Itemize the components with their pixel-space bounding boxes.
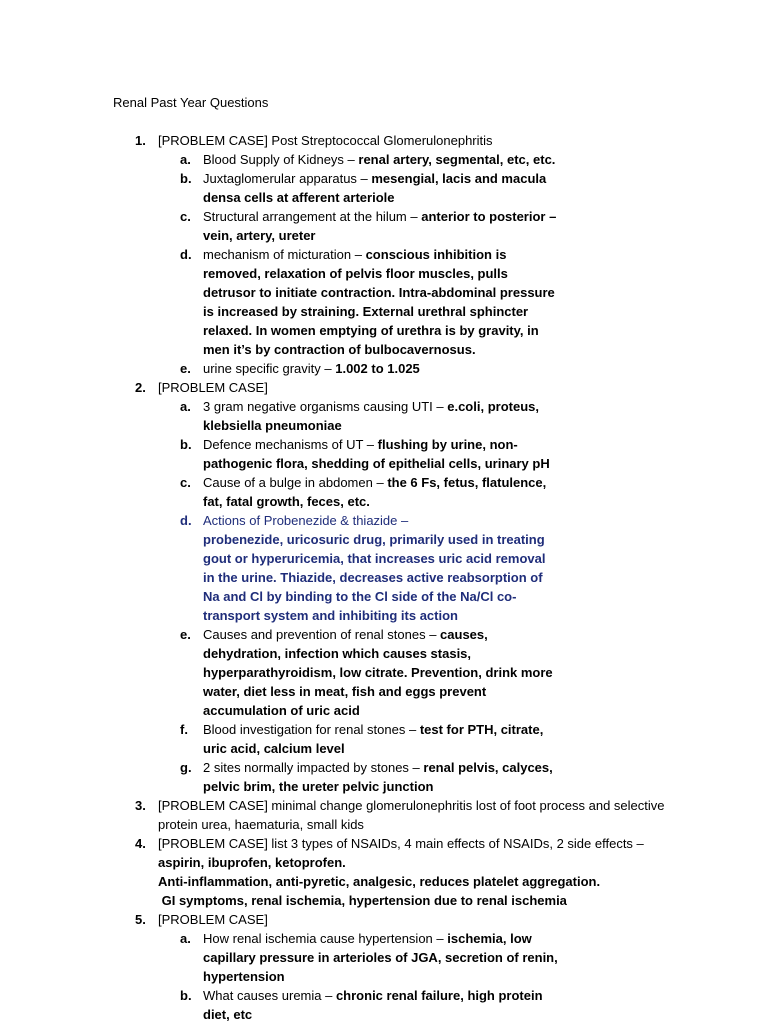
sub-question-text: Structural arrangement at the hilum – xyxy=(203,209,422,224)
sub-answer: the 6 Fs, fetus, flatulence, fat, fatal growth, feces, etc. xyxy=(203,475,547,509)
sub-question-text: 3 gram negative organisms causing UTI – xyxy=(203,399,448,414)
sub-answer: probenezide, uricosuric drug, primarily used in treating gout or hyperuricemia, that increases uric acid removal in the urine. Thiazide, decreases active reabsorption of Na and Cl by binding to the Cl side of the Na/Cl co-transport system and inhibiting its action xyxy=(203,532,546,623)
sub-question-text: What causes uremia – xyxy=(203,988,336,1003)
sub-question xyxy=(0,435,668,473)
sub-question xyxy=(0,473,668,511)
question-number: 3. xyxy=(135,798,146,813)
sub-question xyxy=(0,986,668,1024)
question-text: [PROBLEM CASE] Post Streptococcal Glomerulonephritis xyxy=(158,133,493,148)
sub-question-letter: a. xyxy=(180,399,191,414)
sub-answer: renal artery, segmental, etc, etc. xyxy=(358,152,556,167)
sub-answer: test for PTH, citrate, uric acid, calcium level xyxy=(203,722,544,756)
question-text: [PROBLEM CASE] xyxy=(158,380,268,395)
question-list xyxy=(0,131,768,1024)
sub-answer: causes, dehydration, infection which causes stasis, hyperparathyroidism, low citrate. Prevention, drink more water, diet less in meat, fish and eggs prevent accumulation of uric acid xyxy=(203,627,553,718)
question-item xyxy=(0,834,768,910)
sub-question xyxy=(0,207,668,245)
document-title: Renal Past Year Questions xyxy=(113,95,269,110)
sub-answer: chronic renal failure, high protein diet, etc xyxy=(203,988,543,1022)
sub-question xyxy=(0,929,668,986)
sub-question-letter: a. xyxy=(180,931,191,946)
question-text: [PROBLEM CASE] list 3 types of NSAIDs, 4 main effects of NSAIDs, 2 side effects – xyxy=(158,836,644,851)
sub-answer: ischemia, low capillary pressure in arterioles of JGA, secretion of renin, hypertension xyxy=(203,931,558,984)
question-number: 1. xyxy=(135,133,146,148)
sub-question-letter: g. xyxy=(180,760,192,775)
sub-question-text: Actions of Probenezide & thiazide – xyxy=(203,513,409,528)
sub-question xyxy=(0,397,668,435)
sub-question-letter: d. xyxy=(180,513,192,528)
sub-question xyxy=(0,758,668,796)
sub-question-text: Blood Supply of Kidneys – xyxy=(203,152,359,167)
sub-question-letter: e. xyxy=(180,361,191,376)
question-number: 2. xyxy=(135,380,146,395)
sub-question-letter: e. xyxy=(180,627,191,642)
sub-question xyxy=(0,720,668,758)
question-item xyxy=(0,796,768,834)
answer-line: aspirin, ibuprofen, ketoprofen. xyxy=(158,855,346,870)
sub-question xyxy=(0,169,668,207)
sub-question-text: Defence mechanisms of UT – xyxy=(203,437,378,452)
sub-answer: mesengial, lacis and macula densa cells at afferent arteriole xyxy=(203,171,547,205)
sub-answer: anterior to posterior – vein, artery, ureter xyxy=(203,209,557,243)
sub-answer: conscious inhibition is removed, relaxation of pelvis floor muscles, pulls detrusor to initiate contraction. Intra-abdominal pressure is increased by straining. External urethral sphincter relaxed. In women emptying of urethra is by gravity, in men it’s by contraction of bulbocavernosus. xyxy=(203,247,555,357)
sub-question xyxy=(0,150,668,169)
question-item xyxy=(0,378,768,796)
sub-question-letter: b. xyxy=(180,988,192,1003)
sub-question-text: Blood investigation for renal stones – xyxy=(203,722,420,737)
sub-question-letter: d. xyxy=(180,247,192,262)
question-item xyxy=(0,131,768,378)
sub-question xyxy=(0,511,668,625)
sub-question-text: Causes and prevention of renal stones – xyxy=(203,627,441,642)
sub-question xyxy=(0,625,668,720)
sub-question-text: 2 sites normally impacted by stones – xyxy=(203,760,424,775)
sub-question-text: How renal ischemia cause hypertension – xyxy=(203,931,448,946)
sub-answer: flushing by urine, non-pathogenic flora, shedding of epithelial cells, urinary pH xyxy=(203,437,550,471)
question-number: 4. xyxy=(135,836,146,851)
answer-line: GI symptoms, renal ischemia, hypertension due to renal ischemia xyxy=(158,893,567,908)
sub-question-letter: a. xyxy=(180,152,191,167)
question-text: [PROBLEM CASE] minimal change glomerulonephritis lost of foot process and selective protein urea, haematuria, small kids xyxy=(158,798,665,832)
sub-answer: 1.002 to 1.025 xyxy=(335,361,420,376)
sub-answer: e.coli, proteus, klebsiella pneumoniae xyxy=(203,399,539,433)
sub-question xyxy=(0,245,668,359)
sub-answer: renal pelvis, calyces, pelvic brim, the ureter pelvic junction xyxy=(203,760,553,794)
sub-question-letter: b. xyxy=(180,437,192,452)
sub-question-letter: c. xyxy=(180,475,191,490)
sub-question-text: urine specific gravity – xyxy=(203,361,336,376)
question-item xyxy=(0,910,768,1024)
sub-question-letter: f. xyxy=(180,722,188,737)
sub-question-text: Juxtaglomerular apparatus – xyxy=(203,171,372,186)
sub-question xyxy=(0,359,668,378)
sub-question-letter: c. xyxy=(180,209,191,224)
sub-question-text: mechanism of micturation – xyxy=(203,247,366,262)
sub-question-letter: b. xyxy=(180,171,192,186)
question-number: 5. xyxy=(135,912,146,927)
answer-line: Anti-inflammation, anti-pyretic, analgesic, reduces platelet aggregation. xyxy=(158,874,601,889)
sub-question-text: Cause of a bulge in abdomen – xyxy=(203,475,388,490)
question-text: [PROBLEM CASE] xyxy=(158,912,268,927)
